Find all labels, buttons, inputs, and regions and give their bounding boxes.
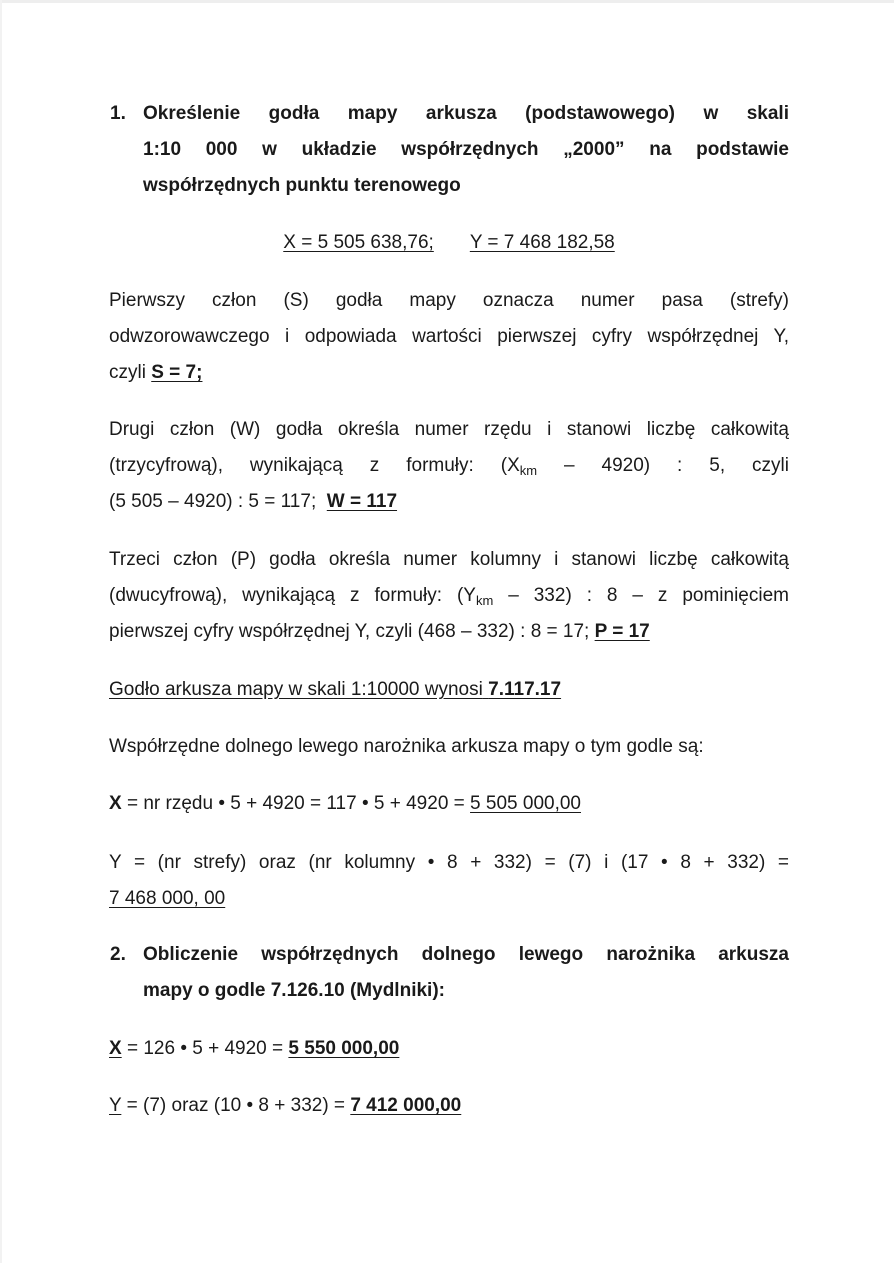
section-2-heading-line-1: Obliczenie współrzędnych dolnego lewego narożnika arkusza: [143, 944, 789, 965]
para-w-formula-a: (trzycyfrową), wynikającą z formuły: (X: [109, 455, 520, 476]
godlo-text: Godło arkusza mapy w skali 1:10000 wynosi: [109, 679, 483, 700]
para-p-line-2: [109, 578, 789, 619]
para-s-line-1: Pierwszy człon (S) godła mapy oznacza numer pasa (strefy): [109, 290, 789, 311]
section-1-heading-line-3: współrzędnych punktu terenowego: [143, 175, 461, 196]
scan-edge-top: [0, 0, 894, 3]
para-s-line-2: odwzorowawczego i odpowiada wartości pierwszej cyfry współrzędnej Y,: [109, 326, 789, 347]
godlo-value: 7.117.17: [488, 679, 562, 700]
formula-x-label: X: [109, 793, 122, 814]
calc-y-label: Y: [109, 1095, 122, 1116]
section-2-number: 2.: [110, 944, 126, 965]
para-w-calc: (5 505 – 4920) : 5 = 117;: [109, 491, 317, 512]
section-1-heading-line-2: 1:10 000 w układzie współrzędnych „2000” na podstawie: [143, 139, 789, 160]
para-w-result: W = 117: [326, 491, 398, 512]
calc-y-result: 7 412 000,00: [350, 1095, 462, 1116]
section-1-heading-line-1: Określenie godła mapy arkusza (podstawowego) w skali: [143, 103, 789, 124]
calc-x-result: 5 550 000,00: [288, 1038, 400, 1059]
formula-x-result: 5 505 000,00: [470, 793, 581, 814]
formula-y-result: 7 468 000, 00: [109, 888, 226, 909]
para-w-formula-b: – 4920) : 5, czyli: [537, 455, 789, 476]
para-s-line-3: [109, 355, 789, 391]
para-p-formula-a: (dwucyfrową), wynikającą z formuły: (Y: [109, 585, 476, 606]
para-w-line-3: [109, 484, 789, 520]
para-p-subscript: km: [475, 593, 494, 608]
para-w-subscript: km: [519, 463, 538, 478]
para-s-prefix: czyli: [109, 362, 146, 383]
para-p-result: P = 17: [594, 621, 650, 642]
section-2-heading-line-2: mapy o godle 7.126.10 (Mydlniki):: [143, 980, 445, 1001]
coord-y: Y = 7 468 182,58: [469, 232, 615, 253]
scan-edge-left: [0, 0, 2, 1263]
formula-y-line-2: [109, 881, 789, 917]
formula-y-line-1: Y = (nr strefy) oraz (nr kolumny • 8 + 332) = (7) i (17 • 8 + 332) =: [109, 852, 789, 873]
para-p-calc: pierwszej cyfry współrzędnej Y, czyli (468 – 332) : 8 = 17;: [109, 621, 590, 642]
corner-intro: Współrzędne dolnego lewego narożnika arkusza mapy o tym godle są:: [109, 736, 704, 757]
para-p-line-3: [109, 614, 789, 650]
terrain-point-coordinates: [109, 225, 789, 261]
para-w-line-2: [109, 448, 789, 489]
para-p-formula-b: – 332) : 8 – z pominięciem: [493, 585, 789, 606]
calc-y-text: = (7) oraz (10 • 8 + 332) =: [121, 1095, 351, 1116]
godlo-line: [109, 672, 789, 708]
calc-x-text: = 126 • 5 + 4920 =: [121, 1038, 289, 1059]
calc-y-line: [109, 1088, 789, 1124]
para-w-line-1: Drugi człon (W) godła określa numer rzędu i stanowi liczbę całkowitą: [109, 419, 789, 440]
para-p-line-1: Trzeci człon (P) godła określa numer kolumny i stanowi liczbę całkowitą: [109, 549, 789, 570]
calc-x-label: X: [109, 1038, 122, 1059]
section-1-number: 1.: [110, 103, 126, 124]
coord-x: X = 5 505 638,76;: [283, 232, 434, 253]
para-s-result: S = 7;: [151, 362, 203, 383]
formula-x-text: = nr rzędu • 5 + 4920 = 117 • 5 + 4920 =: [121, 793, 471, 814]
calc-x-line: [109, 1031, 789, 1067]
formula-x-line: [109, 786, 789, 822]
